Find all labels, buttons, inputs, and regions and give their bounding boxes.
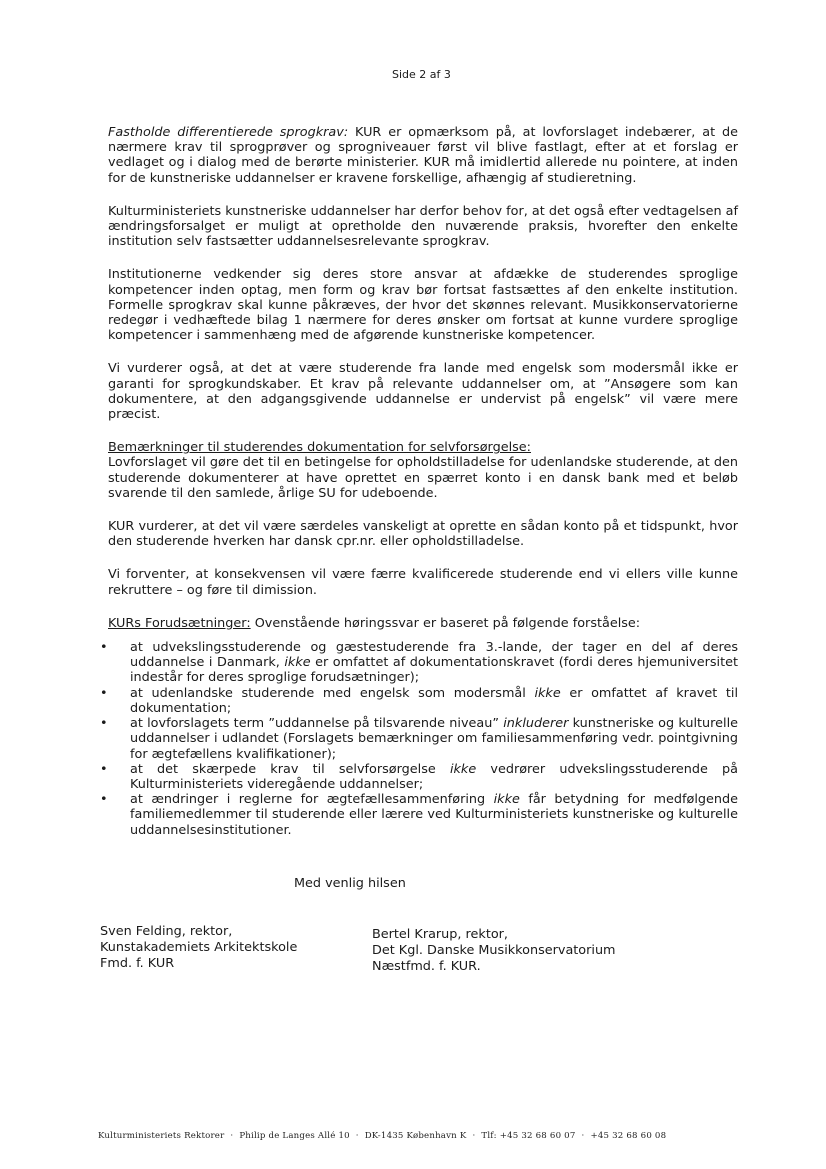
list-item: • at lovforslagets term ”uddannelse på tilsvarende niveau” inkluderer kunstneriske og kulturelle uddannelser i udlandet (Forslagets bemærkninger om familiesammenføring vedr. pointgivning for ægtefællens kvalifikationer); bbox=[100, 716, 738, 762]
signer-role: Fmd. f. KUR bbox=[100, 956, 175, 971]
letterhead-footer bbox=[98, 1131, 666, 1141]
footer-org: Kulturministeriets Rektorer bbox=[98, 1131, 225, 1141]
closing-greeting: Med venlig hilsen bbox=[294, 876, 406, 891]
bullet-icon: • bbox=[100, 761, 108, 777]
list-item: • at ændringer i reglerne for ægtefællesammenføring ikke får betydning for medfølgende familiemedlemmer til studerende eller lærere ved Kulturministeriets kunstneriske og kulturelle uddannelsesinstitutioner. bbox=[100, 792, 738, 838]
signer-institution: Kunstakademiets Arkitektskole bbox=[100, 940, 298, 955]
bullet-icon: • bbox=[100, 640, 108, 656]
signer-name: Sven Felding, rektor, bbox=[100, 924, 233, 939]
paragraph-consequence: Vi forventer, at konsekvensen vil være færre kvalificerede studerende end vi ellers ville kunne rekruttere – og føre til dimission. bbox=[108, 567, 738, 598]
assumptions-list bbox=[100, 640, 739, 838]
letter-body bbox=[100, 125, 739, 838]
paragraph-language-requirements bbox=[108, 125, 738, 186]
paragraph-assumptions bbox=[108, 616, 738, 631]
paragraph-bank-account: KUR vurderer, at det vil være særdeles vanskeligt at oprette en sådan konto på et tidspunkt, hvor den studerende hverken har dansk cpr.nr. eller opholdstilladelse. bbox=[108, 519, 738, 550]
section-lead: Fastholde differentierede sprogkrav: bbox=[108, 125, 349, 140]
bullet-icon: • bbox=[100, 716, 108, 732]
paragraph-institution-responsibility: Institutionerne vedkender sig deres store ansvar at afdække de studerendes sproglige kompetencer inden optag, men form og krav bør fortsat fastsættes af den enkelte institution. Formelle sprogkrav skal kunne påkræves, der hvor det skønnes relevant. Musikkonservatorierne redegør i vedhæftede bilag 1 nærmere for deres ønsker om fortsat at kunne vurdere sproglige kompetencer i sammenhæng med de afgørende kunstneriske kompetencer. bbox=[108, 267, 738, 344]
signer-role: Næstfmd. f. KUR. bbox=[372, 959, 481, 974]
paragraph-institution-practice: Kulturministeriets kunstneriske uddannelser har derfor behov for, at det også efter vedtagelsen af ændringsforsalget er muligt at opretholde den nuværende praksis, hvorefter den enkelte institution selv fastsætter uddannelsesrelevante sprogkrav. bbox=[108, 203, 738, 250]
footer-separator: · bbox=[355, 1131, 359, 1141]
section-heading-self-support: Bemærkninger til studerendes dokumentation for selvforsørgelse: bbox=[108, 440, 531, 456]
signer-name: Bertel Krarup, rektor, bbox=[372, 927, 508, 942]
bullet-icon: • bbox=[100, 792, 108, 808]
paragraph-english-native: Vi vurderer også, at det at være studerende fra lande med engelsk som modersmål ikke er garanti for sprogkundskaber. Et krav på relevante uddannelser om, at ”Ansøgere som kan dokumentere, at den adgangsgivende uddannelse er undervist på engelsk” vil være mere præcist. bbox=[108, 361, 738, 423]
bullet-icon: • bbox=[100, 685, 108, 701]
footer-phone: Tlf: +45 32 68 60 07 bbox=[481, 1131, 576, 1141]
list-item: • at udvekslingsstuderende og gæstestuderende fra 3.-lande, der tager en del af deres uddannelse i Danmark, ikke er omfattet af dokumentationskravet (fordi deres hjemuniversitet indestår for deres sproglige forudsætninger); bbox=[100, 640, 738, 686]
paragraph-text: Ovenstående høringssvar er baseret på følgende forståelse: bbox=[250, 615, 641, 631]
section-heading-assumptions: KURs Forudsætninger: bbox=[108, 615, 251, 631]
footer-city: DK-1435 København K bbox=[364, 1131, 467, 1141]
paragraph-text: KUR er opmærksom på, at lovforslaget indebærer, at de nærmere krav til sprogprøver og sprogniveauer først vil blive fastlagt, efter at et forslag er vedlaget og i dialog med de berørte ministerier. KUR må imidlertid allerede nu pointere, at inden for de kunstneriske uddannelser er kravene forskellige, afhængig af studieretning. bbox=[108, 125, 738, 186]
footer-separator: · bbox=[472, 1131, 476, 1141]
footer-separator: · bbox=[230, 1131, 234, 1141]
paragraph-text: Lovforslaget vil gøre det til en betingelse for opholdstilladelse for udenlandske studerende, at den studerende dokumenterer at have oprettet en spærret konto i en dansk bank med et beløb svarende til den samlede, årlige SU for udeboende. bbox=[108, 455, 738, 501]
signature-block-left bbox=[100, 924, 297, 972]
page-number: Side 2 af 3 bbox=[392, 68, 451, 81]
paragraph-self-support bbox=[108, 440, 738, 501]
footer-fax: +45 32 68 60 08 bbox=[590, 1131, 667, 1141]
list-item: • at udenlandske studerende med engelsk som modersmål ikke er omfattet af kravet til dokumentation; bbox=[100, 685, 739, 716]
list-item: • at det skærpede krav til selvforsørgelse ikke vedrører udvekslingsstuderende på Kulturministeriets videregående uddannelser; bbox=[100, 761, 738, 792]
signature-block-right bbox=[372, 927, 616, 975]
footer-separator: · bbox=[581, 1131, 585, 1141]
footer-street: Philip de Langes Allé 10 bbox=[239, 1131, 350, 1141]
signer-institution: Det Kgl. Danske Musikkonservatorium bbox=[372, 943, 616, 958]
